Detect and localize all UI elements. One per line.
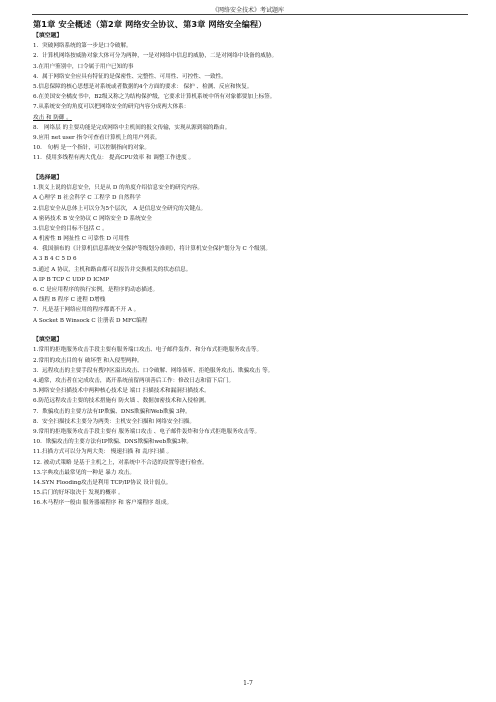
question-line: 1.狭义上说的信息安全，只是从 D 的角度介绍信息安全的研究内容。 bbox=[33, 185, 204, 192]
question-line: 10． 旬柄 是一个指针，可以控制指向的对象。 bbox=[33, 145, 150, 152]
question-line: 3.信息安全的目标不包括 C 。 bbox=[33, 225, 108, 232]
options-line: A 3 B 4 C 5 D 6 bbox=[33, 256, 77, 263]
options-line: A Socket B Winsock C 注册表 D MFC编程 bbox=[33, 317, 148, 324]
question-line: 12. 被动式策略 是基于主机之上，对系统中不合适的设置等进行检查。 bbox=[33, 459, 208, 466]
question-line: 16.木马程序一般由 服务器端程序 和 客户端程序 组成。 bbox=[33, 500, 173, 507]
question-line: 1．突破网络系统的第一步是口令破解。 bbox=[33, 43, 132, 50]
header-rule bbox=[32, 14, 468, 15]
question-line: 11．使用多线程有两大优点： 提高CPU效率 和 调整工作进度 。 bbox=[33, 155, 195, 162]
question-line: 8．安全扫描技术主要分为两类：主机安全扫描和 网络安全扫描。 bbox=[33, 418, 195, 425]
options-line: A IP B TCP C UDP D ICMP bbox=[33, 276, 110, 283]
options-line: A 线程 B 程序 C 进程 D增栈 bbox=[33, 297, 106, 304]
question-line: 3.在用户鉴别中，口令属于用户已知的事 bbox=[33, 63, 134, 70]
question-line: 7．欺骗攻击的主要方法有IP欺骗、DNS欺骗和Web欺骗 3种。 bbox=[33, 408, 191, 415]
question-line: 15.后门的好坏取决于 发现的概率 。 bbox=[33, 490, 124, 497]
question-line: 5.通过 A 协议，主机和路由都可以报告并交换相关的状态信息。 bbox=[33, 266, 192, 273]
question-line: 4.通常，攻击者在完成攻击，离开系统前留两项善后工作：修改日志和留下后门。 bbox=[33, 378, 235, 384]
question-line: 6.防范远程攻击主要的技术措施有 防火墙 、数据加密技术和入侵检测。 bbox=[33, 398, 210, 405]
question-line: 6.在美国安全橘皮书中，B2级又称之为结构保护级，它要求计算机系统中所有对象都要加上标签。 bbox=[33, 94, 276, 101]
section-heading-choice: 【选择题】 bbox=[33, 174, 63, 181]
page-content bbox=[33, 31, 473, 508]
question-line: 3．远程攻击的主要手段有搜冲区溢出攻击、口令破解、网络侦听、拒绝服务攻击、欺骗攻击 等。 bbox=[33, 367, 274, 374]
question-line: 4．我国颁布的《计算机信息系统安全保护等级划分准则》，将计算机安全保护划分为 C 个级别。 bbox=[33, 246, 271, 253]
question-line: 9.应用 net user 指令可查看计算机上的用户列表。 bbox=[33, 134, 161, 141]
running-header: 《网络安全技术》考试题库 bbox=[211, 7, 284, 14]
section-gap bbox=[33, 163, 473, 173]
question-line: 14.SYN Flooding攻击是利用 TCP/IP协议 设计弱点。 bbox=[33, 479, 172, 486]
question-line: 4．属于网络安全应具有特征的是保密性、完整性、可用性、可控性、一致性。 bbox=[33, 73, 227, 80]
question-line: 13.字典攻击最常见的一种是 暴力 攻击。 bbox=[33, 469, 135, 476]
options-line: A 心理学 B 社会科学 C 工程学 D 自然科学 bbox=[33, 195, 141, 202]
page-number: 1-7 bbox=[243, 680, 253, 687]
question-line: 2.常用的攻击目的有 破坏型 和入侵型两种。 bbox=[33, 357, 143, 364]
question-line: 2．计算机网络按威胁对象大体可分为两种，一是对网络中信息的威胁，二是对网络中设备的威胁。 bbox=[33, 53, 278, 60]
question-line: 10．欺骗攻击的主要方法有IP欺骗、DNS欺骗和web欺骗3种。 bbox=[33, 439, 193, 446]
question-line: 1.常用的拒绝服务攻击手段主要有服务端口攻击、电子邮件轰炸、和分布式拒绝服务攻击等。 bbox=[33, 347, 263, 354]
section-heading-fill-2: 【填空题】 bbox=[33, 337, 63, 344]
question-line: 5.信息保障的核心思想是对系统或者数据的4个方面的要求： 保护 、检测、反应和恢复。 bbox=[33, 83, 253, 90]
question-line: 9.常用的拒绝服务攻击手段主要有 服务端口攻击 、电子邮件轰炸和分布式拒绝服务攻击等。 bbox=[33, 428, 261, 435]
answer-line: 攻击 和 防御 。 bbox=[33, 114, 72, 121]
section-heading-fill: 【填空题】 bbox=[33, 33, 63, 39]
question-line: 6. C 是应用程序的执行实例，是程序的动态描述。 bbox=[33, 287, 159, 293]
options-line: A 密码技术 B 安全协议 C 网络安全 D 系统安全 bbox=[33, 215, 152, 222]
question-line: 8． 网络层 的主要功能是完成网络中主机间的报文传输，实现从源到端的路由。 bbox=[33, 124, 231, 131]
section-gap bbox=[33, 326, 473, 336]
question-line: 7．凡是基于网络应用的程序都离不开 A 。 bbox=[33, 307, 140, 314]
question-line: 2.信息安全从总体上可以分为5个层次， A 是信息安全研究的关键点。 bbox=[33, 205, 207, 212]
chapter-title: 第1章 安全概述（第2章 网络安全协议、第3章 网络安全编程） bbox=[33, 19, 267, 29]
question-line: 11.扫描方式可以分为两大类： 慢速扫描 和 乱序扫描 。 bbox=[33, 449, 173, 456]
question-line: 7.从系统安全的角度可以把网络安全的研究内容分成两大体系： bbox=[33, 104, 190, 111]
options-line: A 机密性 B 网扯性 C 可靠性 D 可用性 bbox=[33, 236, 130, 243]
question-line: 5.网络安全扫描技术中两种核心技术是 端口 扫描技术和漏洞扫描技术。 bbox=[33, 388, 210, 395]
